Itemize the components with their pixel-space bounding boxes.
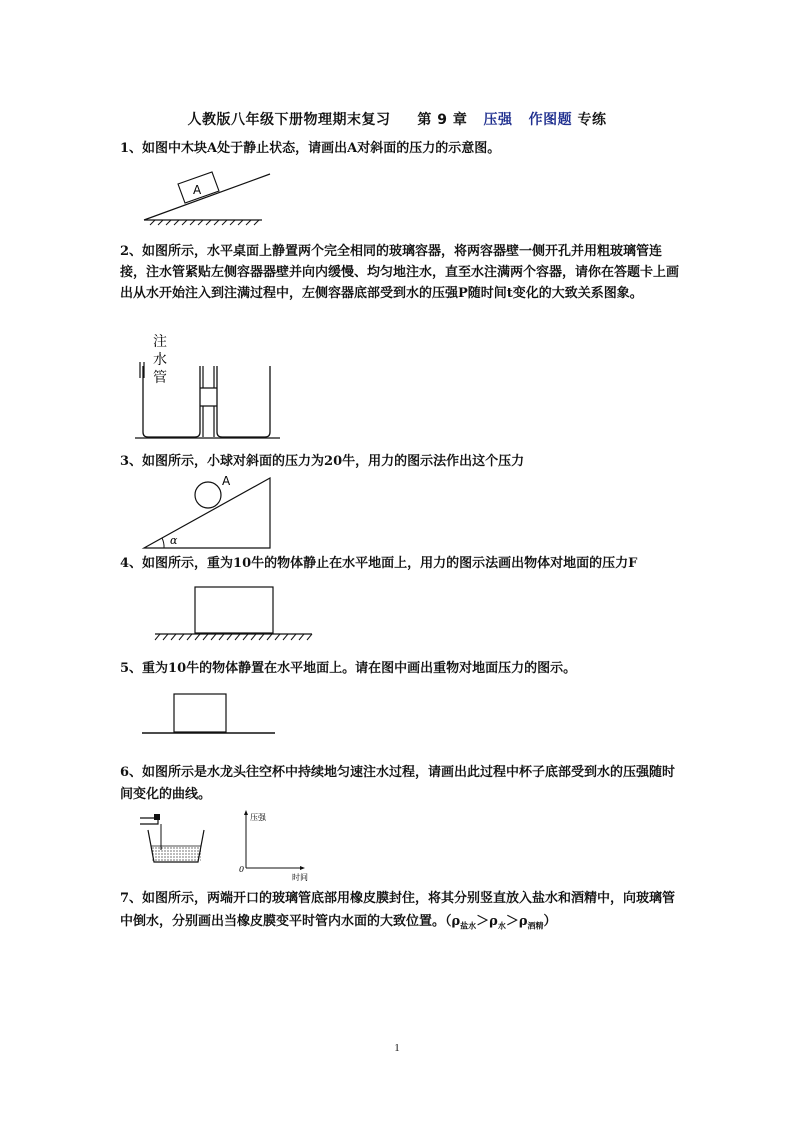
block: [174, 694, 226, 732]
page-number: 1: [394, 1042, 400, 1054]
y-axis-label: 压强: [250, 813, 266, 822]
question-5: 5、重为10牛的物体静置在水平地面上。请在图中画出重物对地面压力的图示。: [120, 661, 577, 676]
page-title: [0, 109, 794, 129]
question-1: 1、如图中木块A处于静止状态，请画出A对斜面的压力的示意图。: [120, 141, 501, 156]
figure-5-block-ground: [140, 690, 280, 740]
figure-1-incline-block: [140, 160, 300, 230]
svg-text:注: 注: [153, 334, 167, 350]
figure-6-faucet-cup-graph: [140, 808, 320, 883]
title-chapter: 第 9 章: [417, 112, 468, 128]
block: [195, 587, 273, 633]
title-topic1: 压强: [483, 112, 513, 128]
svg-text:α: α: [170, 534, 178, 547]
question-7: 7、如图所示，两端开口的玻璃管底部用橡皮膜封住，将其分别竖直放入盐水和酒精中，向玻璃管中倒水，分别画出当橡皮膜变平时管内水面的大致位置。$(\rho_{盐水}>\rho_水>\rho_{酒精})$: [120, 891, 676, 931]
question-4: 4、如图所示，重为10牛的物体静止在水平地面上，用力的图示法画出物体对地面的压力F: [120, 556, 638, 571]
question-2: 2、如图所示，水平桌面上静置两个完全相同的玻璃容器，将两容器壁一侧开孔并用粗玻璃管连接，注水管紧贴左侧容器器壁并向内缓慢、均匀地注水，直至水注满两个容器，请你在答题卡上画出从水开始注入到注满过程中，左侧容器底部受到水的压强P随时间t变化的大致关系图象。: [120, 244, 680, 301]
question-6: 6、如图所示是水龙头往空杯中持续地匀速注水过程，请画出此过程中杯子底部受到水的压强随时间变化的曲线。: [120, 765, 676, 802]
title-topic2: 作图题: [528, 112, 573, 128]
svg-text:管: 管: [153, 370, 167, 386]
ball-a: [195, 482, 221, 508]
svg-text:0: 0: [239, 865, 245, 874]
figure-3-ball-incline: [140, 472, 280, 552]
svg-text:水: 水: [153, 352, 167, 368]
figure-4-block-ground: [140, 583, 320, 645]
question-3: 3、如图所示，小球对斜面的压力为20牛，用力的图示法作出这个压力: [120, 454, 525, 469]
x-axis-label: 时间: [292, 873, 308, 882]
svg-text:A: A: [222, 474, 231, 488]
title-part1: 人教版八年级下册物理期末复习: [187, 112, 391, 128]
block-a-label: A: [193, 183, 202, 197]
figure-2-connected-containers: [135, 330, 285, 445]
title-suffix: 专练: [577, 112, 607, 128]
